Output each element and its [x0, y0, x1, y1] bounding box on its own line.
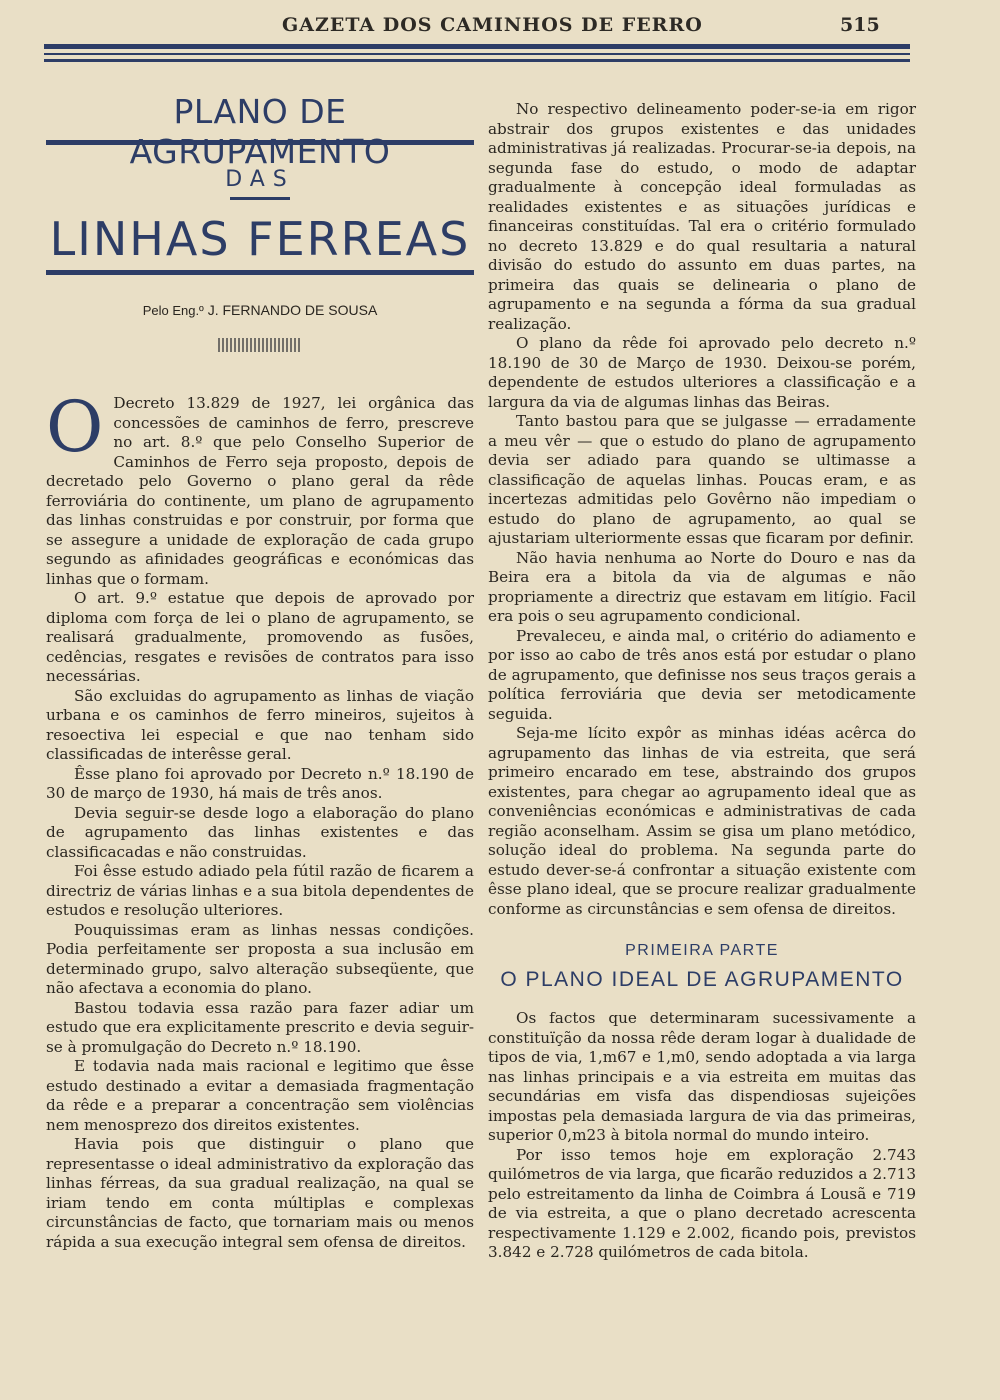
article-title-line1: PLANO DE AGRUPAMENTO [129, 92, 391, 171]
title-rule [46, 270, 474, 275]
header-rule [44, 44, 910, 49]
section-body-text [488, 1009, 916, 1263]
left-column [46, 92, 474, 1252]
byline-author: J. FERNANDO DE SOUSA [207, 302, 378, 318]
paragraph: Êsse plano foi aprovado por Decreto n.º 18.190 de 30 de março de 1930, há mais de três anos. [46, 764, 474, 802]
paragraph: Bastou todavia essa razão para fazer adiar um estudo que era explicitamente prescrito e devia seguir-se à promulgação do Decreto n.º 18.190. [46, 998, 474, 1056]
section-heading: PRIMEIRA PARTE [625, 942, 779, 959]
section-title: O PLANO IDEAL DE AGRUPAMENTO [500, 968, 904, 991]
drop-cap: O [46, 386, 104, 468]
paragraph: Por isso temos hoje em exploração 2.743 quilómetros de via larga, que ficarão reduzidos a 2.713 pelo estreitamento da linha de Coimbra á Lousã e 719 de via estreita, a que o plano decretado acrescenta respectivamente 1.129 e 2.002, ficando pois, previstos 3.842 e 2.728 quilómetros de cada bitola. [488, 1145, 916, 1261]
header-rule [44, 59, 910, 62]
paragraph: Foi êsse estudo adiado pela fútil razão de ficarem a directriz de várias linhas e a sua bitola dependentes de estudos e resolução ulteriores. [46, 862, 474, 919]
paragraph: Tanto bastou para que se julgasse — erradamente a meu vêr — que o estudo do plano de agrupamento devia ser adiado para quando se ultimasse a classificação de aquelas linhas. Poucas eram, e as incertezas admitidas pelo Govêrno não impediam o estudo do plano de agrupamento, ao qual se ajustariam ulteriormente essas que ficaram por definir. [488, 412, 916, 547]
paragraph: O plano da rêde foi aprovado pelo decreto n.º 18.190 de 30 de Março de 1930. Deixou-se porém, dependente de estudos ulteriores a classificação e a largura da via de algumas linhas das Beiras. [488, 334, 916, 411]
header-rule [44, 53, 910, 55]
running-head: GAZETA DOS CAMINHOS DE FERRO [282, 14, 703, 36]
right-column [488, 100, 916, 1263]
paragraph [46, 386, 474, 589]
paragraph: Os factos que determinaram sucessivamente a constituïção da nossa rêde deram logar à dualidade de tipos de via, 1,m67 e 1,m0, sendo adoptada a via larga nas linhas principais e a via estreita em muitas das secundárias em visfa das dispendiosas sujeições impostas pela demasiada largura de via das primeiras, superior 0,m23 à bitola normal do mundo inteiro. [488, 1009, 916, 1144]
byline [46, 301, 474, 320]
title-connector-underline [230, 197, 290, 200]
paragraph: E todavia nada mais racional e legitimo que êsse estudo destinado a evitar a demasiada fragmentação da rêde e a preparar a concentração sem violências nem menosprezo dos direitos existentes. [46, 1057, 474, 1134]
page-number: 515 [840, 14, 880, 36]
paragraph: Seja-me lícito expôr as minhas idéas acêrca do agrupamento das linhas de via estreita, que será primeiro encarado em tese, abstraindo dos grupos existentes, para chegar ao agrupamento ideal que as conveniências económicas e administrativas de cada região aconselham. Assim se gisa um plano metódico, solução ideal do problema. Na segunda parte do estudo dever-se-á confrontar a situação existente com êsse plano ideal, que se procure realizar gradualmente conforme as circunstâncias e sem ofensa de direitos. [488, 724, 916, 918]
paragraph: No respectivo delineamento poder-se-ia em rigor abstrair dos grupos existentes e das unidades administrativas já realizadas. Procurar-se-ia depois, na segunda fase do estudo, o modo de adaptar gradualmente à concepção ideal formuladas as realidades existentes e as situações jurídicas e financeiras constituídas. Tal era o critério formulado no decreto 13.829 e do qual resultaria a natural divisão do estudo do assunto em duas partes, na primeira das quais se delinearia o plano de agrupamento e na segunda a fórma da sua gradual realização. [488, 100, 916, 333]
left-body-text [46, 386, 474, 1252]
paragraph: São excluidas do agrupamento as linhas de viação urbana e os caminhos de ferro mineiros, sujeitos à resoectiva lei especial e que nao tenham sido classificadas de interêsse geral. [46, 686, 474, 763]
byline-prefix: Pelo Eng.º [142, 303, 204, 318]
article-title-line2: LINHAS FERREAS [49, 212, 471, 266]
paragraph: Pouquissimas eram as linhas nessas condições. Podia perfeitamente ser proposta a sua inclusão em determinado grupo, salvo alteração subseqüente, que não afectava a economia do plano. [46, 920, 474, 997]
paragraph: Não havia nenhuma ao Norte do Douro e nas da Beira era a bitola da via de algumas e não propriamente a directriz que estavam em litígio. Facil era pois o seu agrupamento condicional. [488, 548, 916, 625]
paragraph: Devia seguir-se desde logo a elaboração do plano de agrupamento das linhas existentes e das classificacadas e não construidas. [46, 803, 474, 861]
paragraph-text: Decreto 13.829 de 1927, lei orgânica das concessões de caminhos de ferro, prescreve no art. 8.º que pelo Conselho Superior de Caminhos de Ferro seja proposto, depois de decretado pelo Governo o plano geral da rêde ferroviária do continente, um plano de agrupamento das linhas construidas e por construir, por forma que se assegure a unidade de exploração de cada grupo segundo as afinidades geográficas e económicas das linhas que o formam. [46, 394, 474, 588]
right-body-text [488, 100, 916, 919]
paragraph: O art. 9.º estatue que depois de aprovado por diploma com força de lei o plano de agrupamento, se realisará gradualmente, promovendo as fusões, cedências, resgates e revisões de contratos para isso necessárias. [46, 589, 474, 685]
article-title-connector: DAS [225, 167, 295, 192]
paragraph: Havia pois que distinguir o plano que representasse o ideal administrativo da exploração das linhas férreas, da sua gradual realização, na qual se iriam tendo em conta múltiplas e complexas circunstâncias de facto, que tornariam mais ou menos rápida a sua execução integral sem ofensa de direitos. [46, 1135, 474, 1251]
paragraph: Prevaleceu, e ainda mal, o critério do adiamento e por isso ao cabo de três anos está por estudar o plano de agrupamento, que definisse nos seus traços gerais a política ferroviária que devia ser metodicamente seguida. [488, 626, 916, 723]
ornament-divider [218, 338, 302, 352]
